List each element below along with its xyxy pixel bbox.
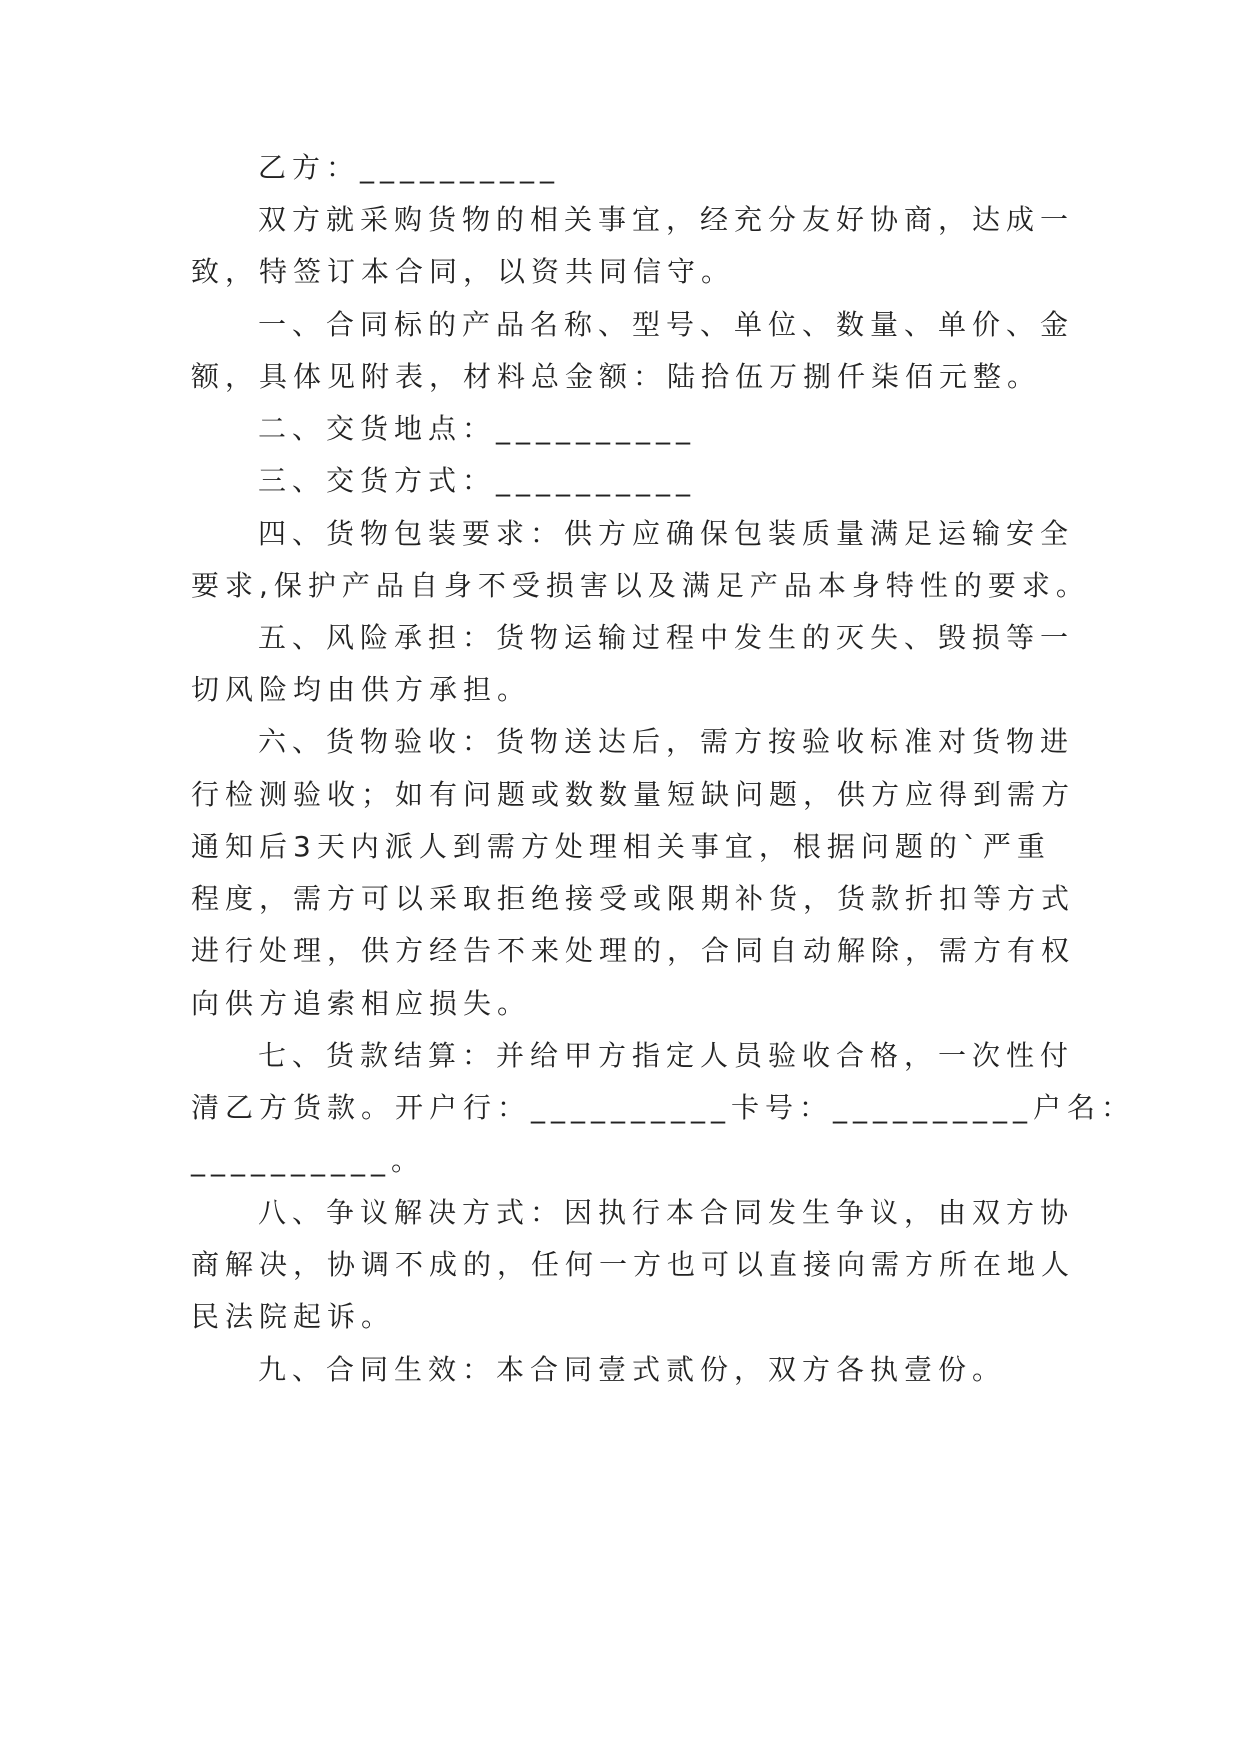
clause-7-line-2: 清乙方货款。开户行：__________卡号：__________户名： (191, 1091, 1136, 1124)
clause-6-line-6: 向供方追索相应损失。 (191, 987, 532, 1020)
clause-5-line-2: 切风险均由供方承担。 (191, 673, 532, 706)
clause-9-line: 九、合同生效：本合同壹式贰份，双方各执壹份。 (258, 1353, 1007, 1386)
clause-6-line-2: 行检测验收；如有问题或数数量短缺问题，供方应得到需方 (191, 778, 1076, 811)
clause-4-line-1: 四、货物包装要求：供方应确保包装质量满足运输安全 (258, 517, 1075, 550)
clause-7-line-3: __________。 (191, 1144, 426, 1177)
clause-5-line-1: 五、风险承担：货物运输过程中发生的灭失、毁损等一 (258, 621, 1075, 654)
clause-2-line: 二、交货地点：__________ (258, 412, 697, 445)
clause-8-line-2: 商解决，协调不成的，任何一方也可以直接向需方所在地人 (191, 1248, 1076, 1281)
clause-8-line-1: 八、争议解决方式：因执行本合同发生争议，由双方协 (258, 1196, 1075, 1229)
intro-line-1: 双方就采购货物的相关事宜，经充分友好协商，达成一 (258, 203, 1075, 236)
clause-4-line-2: 要求,保护产品自身不受损害以及满足产品本身特性的要求。 (191, 569, 1090, 602)
clause-6-line-3: 通知后3天内派人到需方处理相关事宜，根据问题的`严重 (191, 830, 1051, 863)
clause-6-line-1: 六、货物验收：货物送达后，需方按验收标准对货物进 (258, 725, 1075, 758)
clause-3-line: 三、交货方式：__________ (258, 464, 697, 497)
clause-1-line-2: 额，具体见附表，材料总金额：陆拾伍万捌仟柒佰元整。 (191, 360, 1042, 393)
party-b-line: 乙方：__________ (258, 151, 561, 184)
clause-8-line-3: 民法院起诉。 (191, 1300, 396, 1333)
intro-line-2: 致，特签订本合同，以资共同信守。 (191, 255, 736, 288)
clause-1-line-1: 一、合同标的产品名称、型号、单位、数量、单价、金 (258, 308, 1075, 341)
clause-6-line-5: 进行处理，供方经告不来处理的，合同自动解除，需方有权 (191, 934, 1076, 967)
clause-7-line-1: 七、货款结算：并给甲方指定人员验收合格，一次性付 (258, 1039, 1075, 1072)
clause-6-line-4: 程度，需方可以采取拒绝接受或限期补货，货款折扣等方式 (191, 882, 1076, 915)
